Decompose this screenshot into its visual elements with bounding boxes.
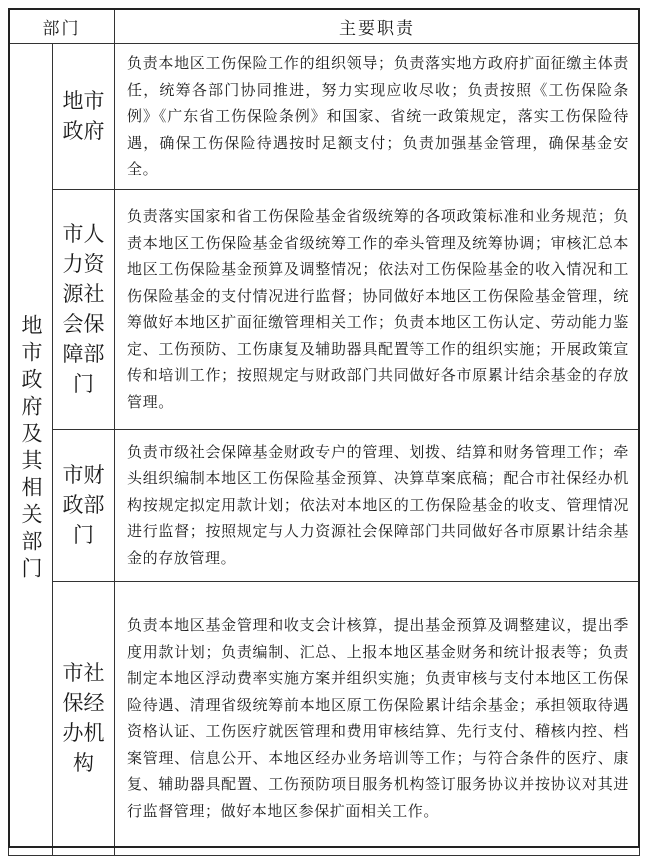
duties-cell: 负责本地区基金管理和收支会计核算，提出基金预算及调整建议，提出季度用款计划；负责编制、汇总、上报本地区基金财务和统计报表等；负责制定本地区浮动费率实施方案并组织实施；负责审核与支付本地区工伤保险待遇、清理省级统筹前本地区原工伤保险累计结余基金；承担领取待遇资格认证、工伤医疗就医管理和费用审核结算、先行支付、稽核内控、档案管理、信息公开、本地区经办业务培训等工作；与符合条件的医疗、康复、辅助器具配置、工伤预防项目服务机构签订服务协议并按协议对其进行监督管理；做好本地区参保扩面相关工作。 xyxy=(115,581,640,855)
duties-cell: 负责市级社会保障基金财政专户的管理、划拨、结算和财务管理工作；牵头组织编制本地区工伤保险基金预算、决算草案底稿；配合市社保经办机构按规定拟定用款计划；依法对本地区的工伤保险基金的收支、管理情况进行监督；按照规定与人力资源社会保障部门共同做好各市原累计结余基金的存放管理。 xyxy=(115,429,640,581)
header-department: 部门 xyxy=(9,9,115,44)
group-label: 地市政府及其相关部门 xyxy=(19,314,43,585)
unit-label: 市社保经办机构 xyxy=(62,661,105,775)
duties-cell: 负责落实国家和省工伤保险基金省级统筹的各项政策标准和业务规范；负责本地区工伤保险基金省级统筹工作的牵头管理及统筹协调；审核汇总本地区工伤保险基金预算及调整情况；依法对工伤保险基金的收入情况和工伤保险基金的支付情况进行监督；协同做好本地区工伤保险基金管理，统筹做好本地区扩面征缴管理相关工作；负责本地区工伤认定、劳动能力鉴定、工伤预防、工伤康复及辅助器具配置等工作的组织实施；开展政策宣传和培训工作；按照规定与财政部门共同做好各市原累计结余基金的存放管理。 xyxy=(115,189,640,429)
unit-label: 市人力资源社会保障部门 xyxy=(62,222,105,396)
header-duties: 主要职责 xyxy=(115,9,640,44)
unit-label: 地市政府 xyxy=(62,89,105,144)
table-outer-border xyxy=(8,8,640,848)
duties-cell: 负责本地区工伤保险工作的组织领导；负责落实地方政府扩面征缴主体责任，统筹各部门协同推进，努力实现应收尽收；负责按照《工伤保险条例》《广东省工伤保险条例》和国家、省统一政策规定，落实工伤保险待遇，确保工伤保险待遇按时足额支付；负责加强基金管理，确保基金安全。 xyxy=(115,44,640,190)
unit-label: 市财政部门 xyxy=(62,463,105,547)
